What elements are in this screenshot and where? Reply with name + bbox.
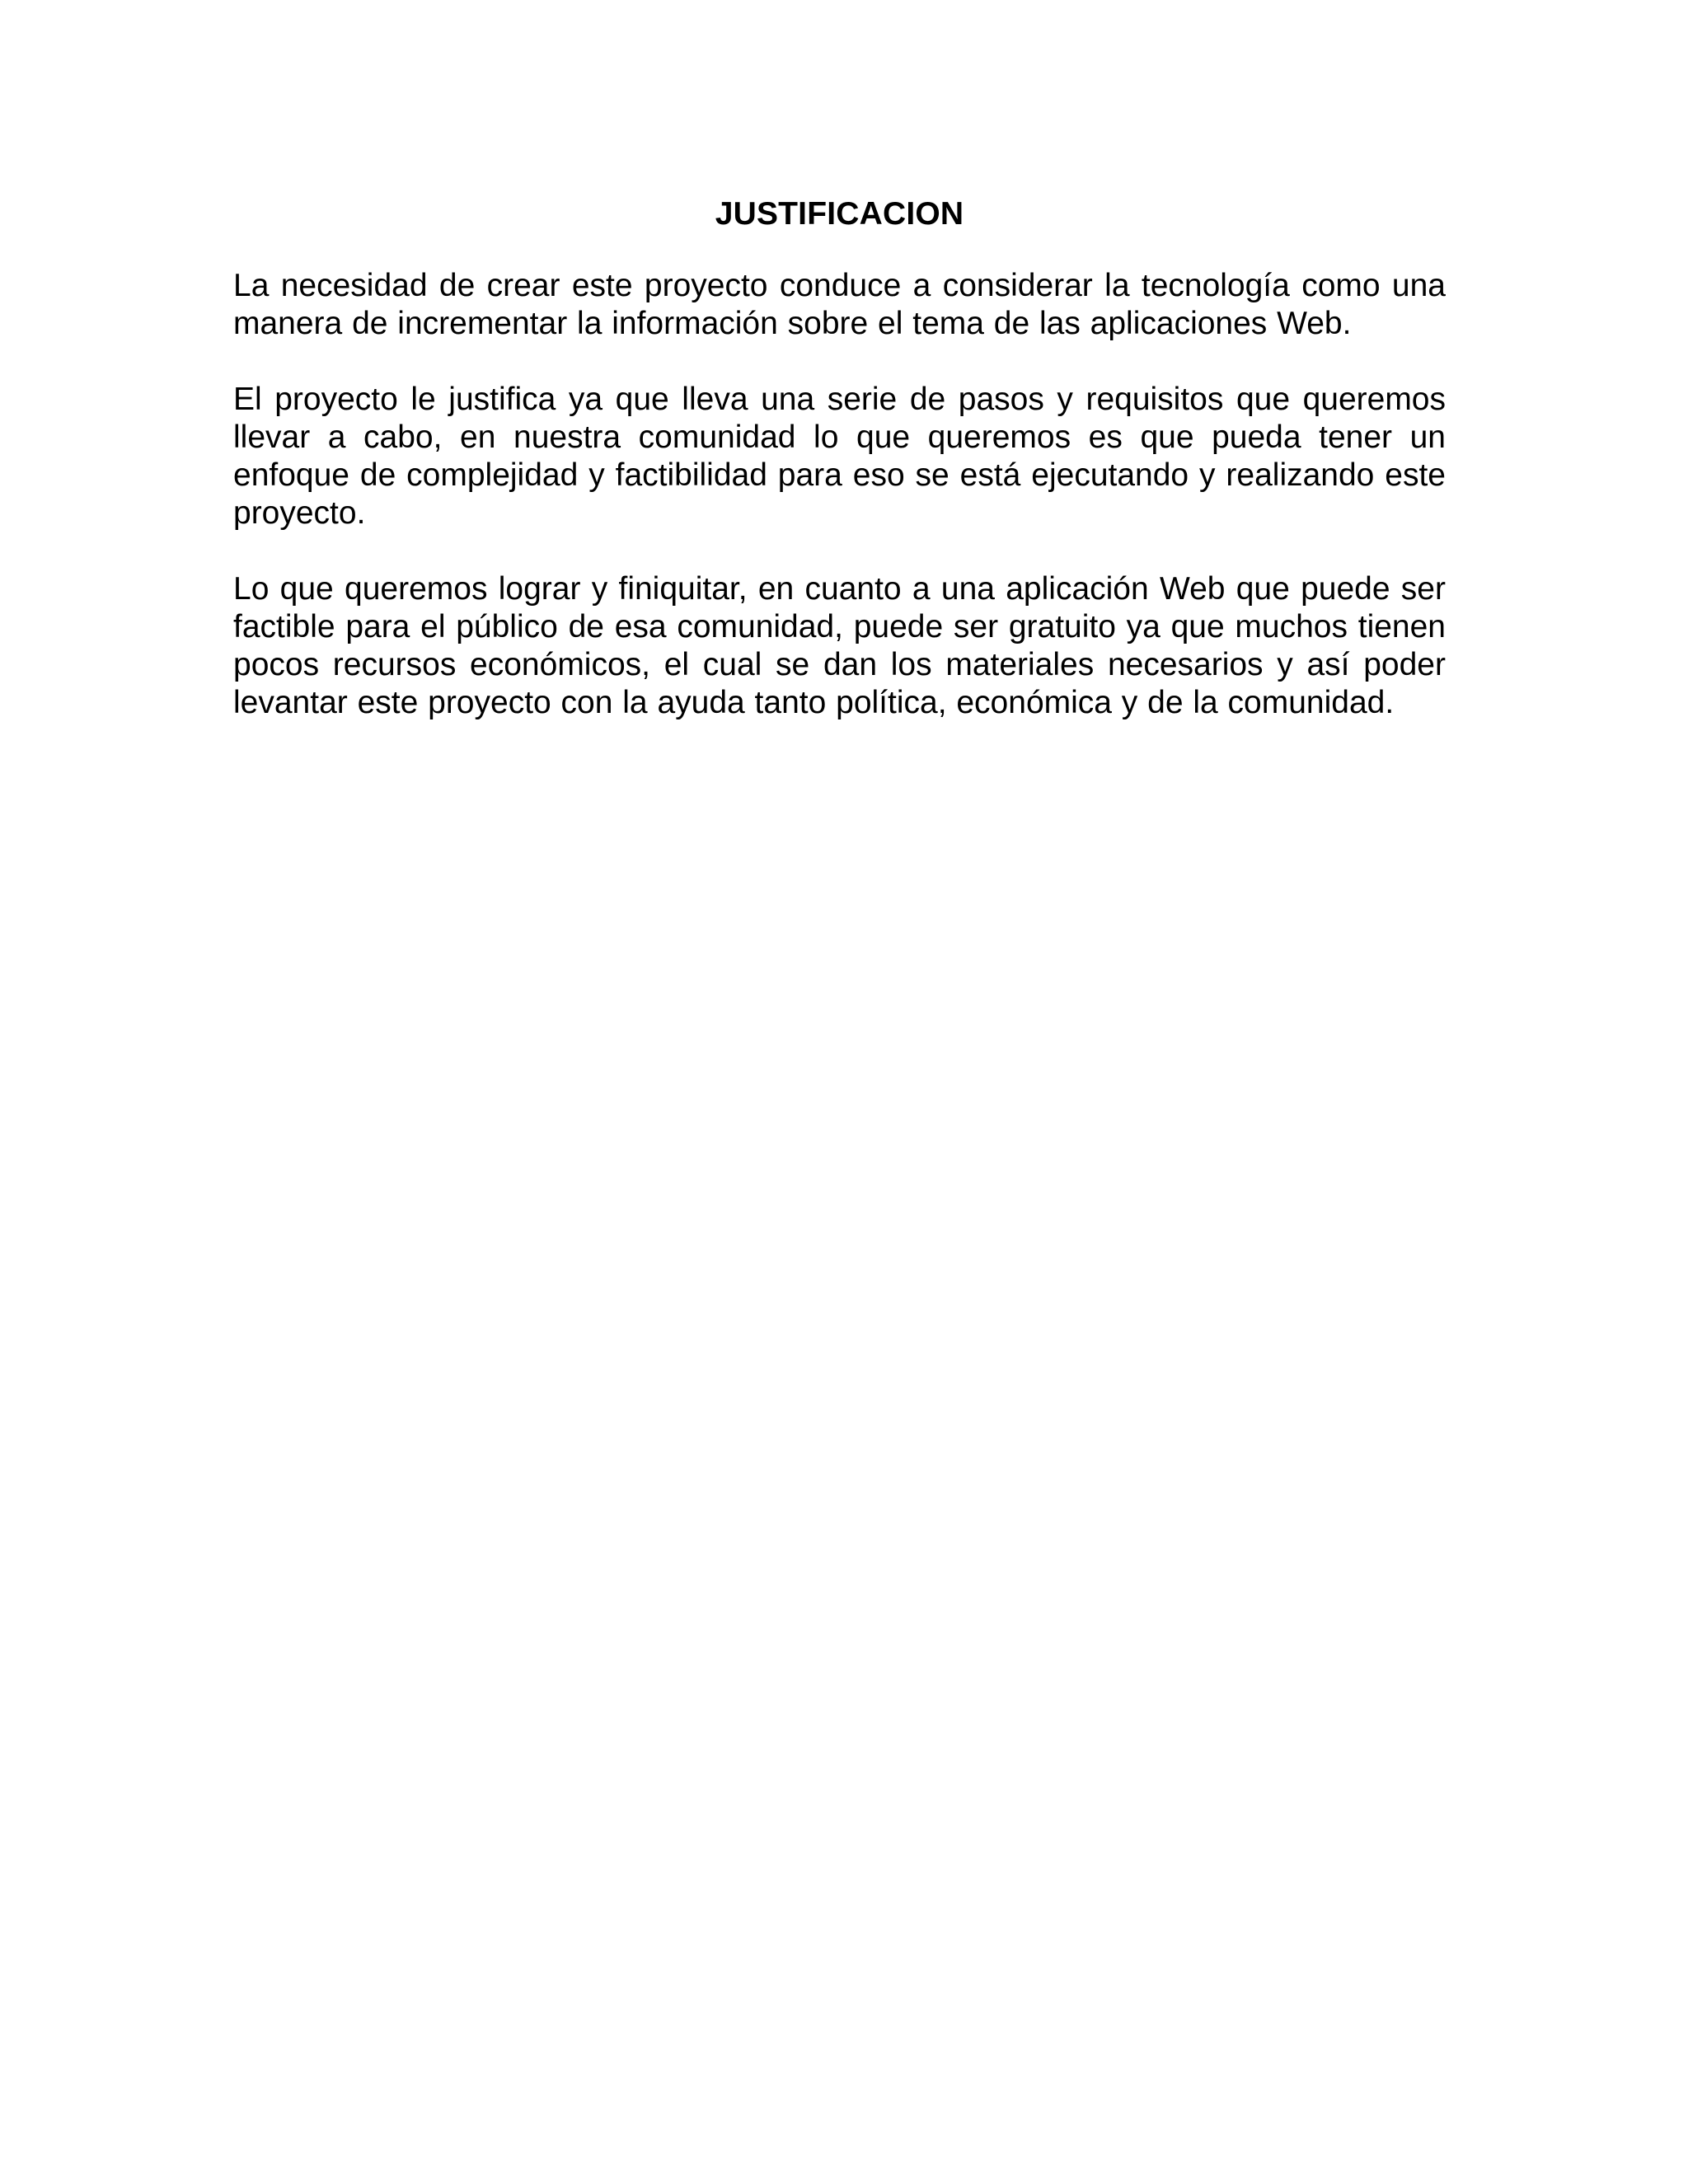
paragraph-2: El proyecto le justifica ya que lleva una serie de pasos y requisitos que queremos llevar a cabo, en nuestra comunidad lo que queremos es que pueda tener un enfoque de complejidad y factibilidad para eso se está ejecutando y realizando este proyecto. (233, 382, 1446, 531)
page-title: JUSTIFICACION (715, 196, 964, 232)
paragraph-3: Lo que queremos lograr y finiquitar, en cuanto a una aplicación Web que puede ser factible para el público de esa comunidad, puede ser gratuito ya que muchos tienen pocos recursos económicos, el cual se dan los materiales necesarios y así poder levantar este proyecto con la ayuda tanto política, económica y de la comunidad. (233, 571, 1446, 720)
document-body (233, 191, 1446, 722)
paragraph-1: La necesidad de crear este proyecto conduce a considerar la tecnología como una manera de incrementar la información sobre el tema de las aplicaciones Web. (233, 268, 1446, 341)
